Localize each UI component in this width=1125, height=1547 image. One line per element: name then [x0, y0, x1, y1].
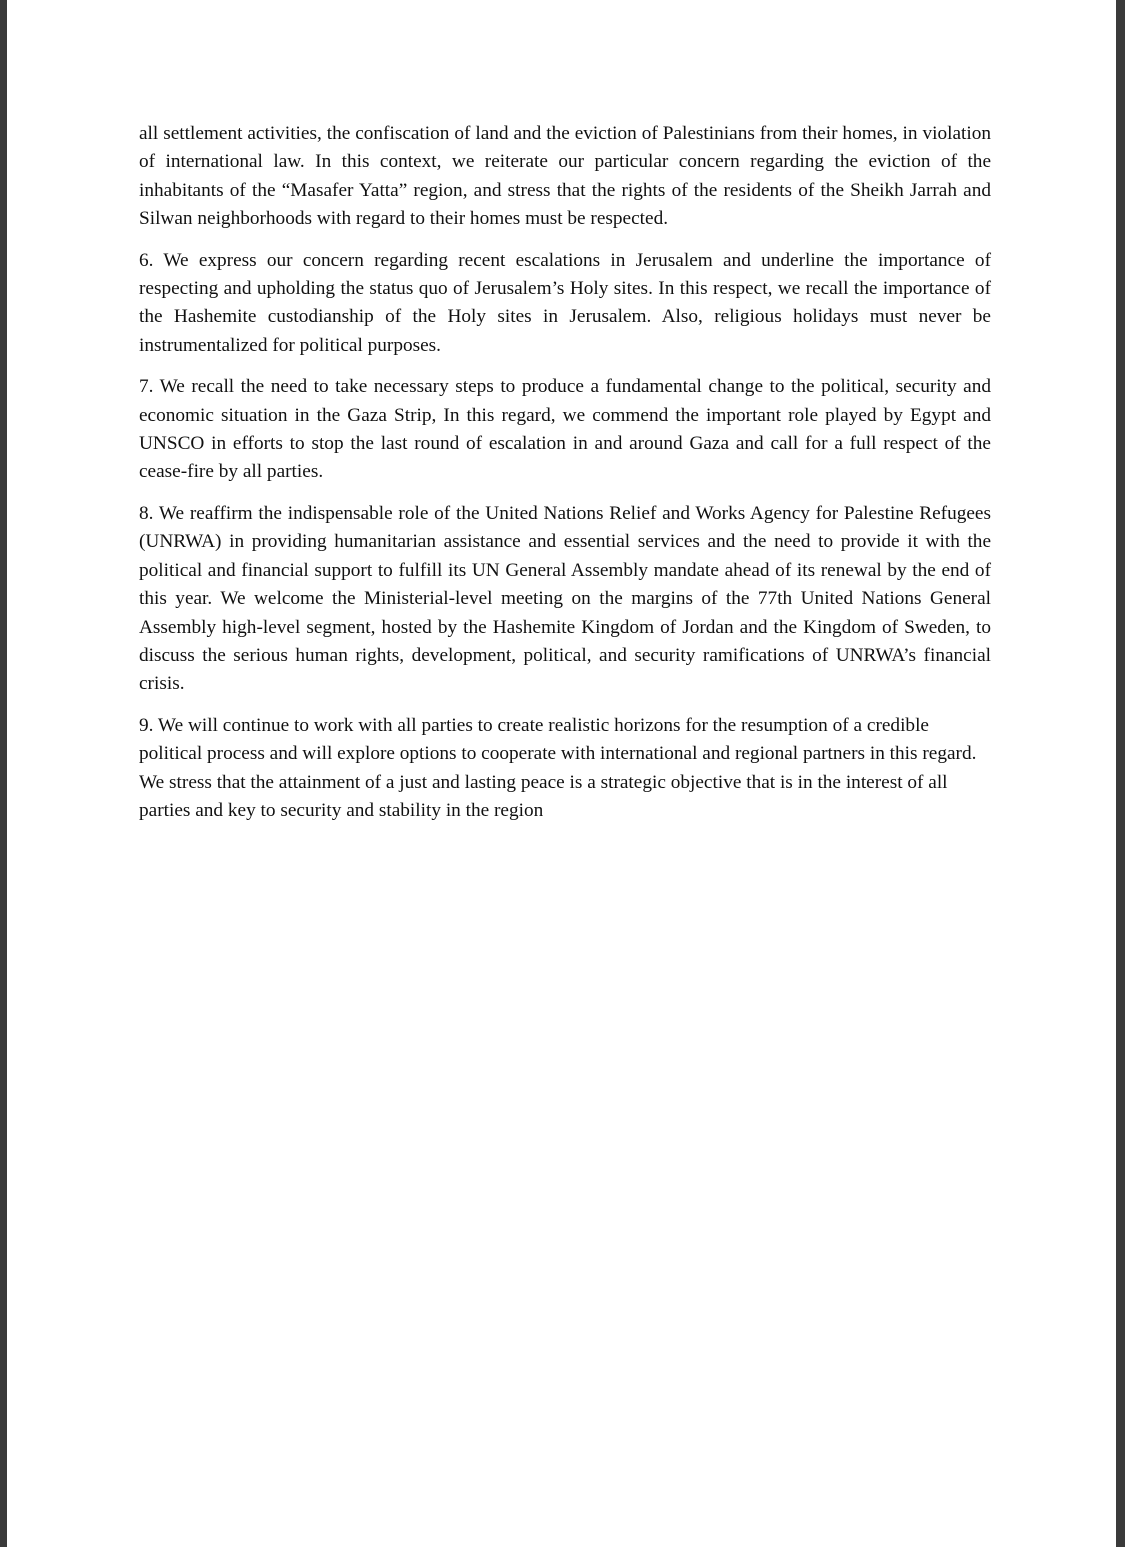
- paragraph-settlement-continuation: all settlement activities, the confiscation of land and the eviction of Palestinians from their homes, in violation of international law. In this context, we reiterate our particular concern regarding the eviction of the inhabitants of the “Masafer Yatta” region, and stress that the rights of the residents of the Sheikh Jarrah and Silwan neighborhoods with regard to their homes must be respected.: [139, 123, 991, 230]
- paragraph-9-political-process: 9. We will continue to work with all parties to create realistic horizons for the resumption of a credible political process and will explore options to cooperate with international and regional partners in this regard. We stress that the attainment of a just and lasting peace is a strategic objective that is in the interest of all parties and key to security and stability in the region: [139, 714, 977, 821]
- document-body: [139, 120, 991, 838]
- paragraph-8-unrwa: 8. We reaffirm the indispensable role of the United Nations Relief and Works Agency for Palestine Refugees (UNRWA) in providing humanitarian assistance and essential services and the need to provide it with the political and financial support to fulfill its UN General Assembly mandate ahead of its renewal by the end of this year. We welcome the Ministerial-level meeting on the margins of the 77th United Nations General Assembly high-level segment, hosted by the Hashemite Kingdom of Jordan and the Kingdom of Sweden, to discuss the serious human rights, development, political, and security ramifications of UNRWA’s financial crisis.: [139, 502, 991, 695]
- paragraph-6-jerusalem: 6. We express our concern regarding recent escalations in Jerusalem and underline the importance of respecting and upholding the status quo of Jerusalem’s Holy sites. In this respect, we recall the importance of the Hashemite custodianship of the Holy sites in Jerusalem. Also, religious holidays must never be instrumentalized for political purposes.: [139, 249, 991, 356]
- frame-edge-right: [1116, 0, 1125, 1547]
- document-page: [7, 0, 1116, 1547]
- frame-edge-left: [0, 0, 7, 1547]
- paragraph-7-gaza: 7. We recall the need to take necessary steps to produce a fundamental change to the political, security and economic situation in the Gaza Strip, In this regard, we commend the important role played by Egypt and UNSCO in efforts to stop the last round of escalation in and around Gaza and call for a full respect of the cease-fire by all parties.: [139, 376, 991, 483]
